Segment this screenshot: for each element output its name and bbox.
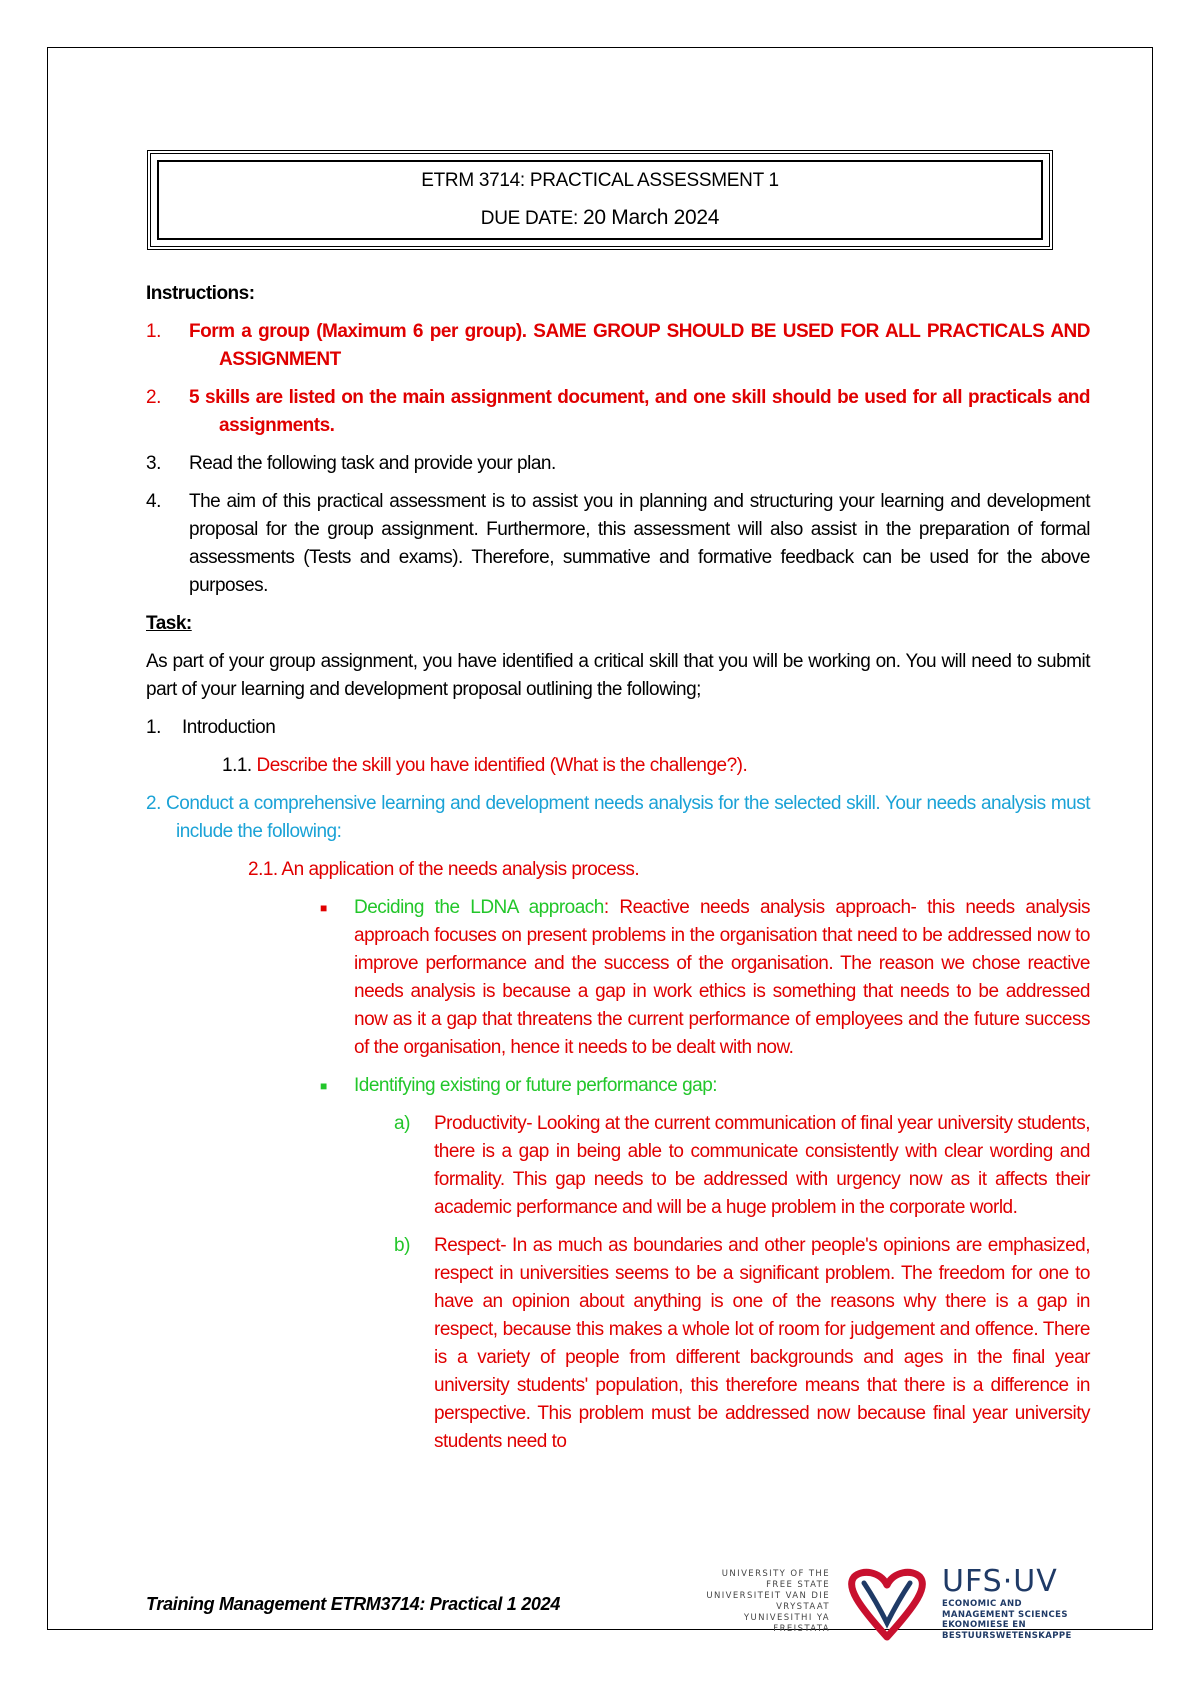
university-line: VRYSTAAT (776, 1602, 830, 1612)
bullet-icon: ■ (320, 901, 327, 915)
instruction-text: Read the following task and provide your plan. (189, 453, 556, 474)
instruction-text: 5 skills are listed on the main assignment document, and one skill should be used for all practicals and assignments. (189, 387, 1090, 436)
ufs-logo (680, 1565, 1080, 1645)
task-item-1 (146, 714, 1090, 742)
university-line: YUNIVESITHI YA (743, 1613, 830, 1623)
faculty-brand (942, 1565, 1082, 1641)
ufs-emblem-icon (842, 1565, 932, 1645)
bullet-text (354, 894, 1090, 1062)
task-heading: Task: (146, 613, 192, 634)
task-item-text: Introduction (182, 717, 276, 738)
due-date-label: DUE DATE: (480, 208, 583, 229)
faculty-line: BESTUURSWETENSKAPPE (942, 1630, 1072, 1641)
faculty-line: EKONOMIESE EN (942, 1620, 1027, 1630)
gap-item-b (390, 1232, 1090, 1456)
university-line: FREE STATE (766, 1580, 830, 1590)
task-sub-item-2-1: 2.1. An application of the needs analysis process. (248, 859, 640, 880)
university-line: UNIVERSITEIT VAN DIE (706, 1591, 830, 1601)
due-date-line (481, 206, 719, 230)
instruction-text: Form a group (Maximum 6 per group). SAME GROUP SHOULD BE USED FOR ALL PRACTICALS AND ASSIGNMENT (189, 321, 1090, 370)
due-date-value: 20 March 2024 (583, 206, 720, 229)
gap-item-letter: a) (394, 1113, 410, 1134)
instruction-item-4 (146, 488, 1090, 600)
bullet-performance-gap (318, 1072, 1090, 1100)
sub-item-text: Describe the skill you have identified (What is the challenge?). (256, 755, 748, 776)
gap-item-text: Respect- In as much as boundaries and other people's opinions are emphasized, respect in universities seems to be a significant problem. The freedom for one to have an opinion about anything is one of the reasons why there is a gap in respect, because this makes a whole lot of room for judgement and offence. There is a variety of people from different backgrounds and ages in the final year university students' population, this therefore means that there is a difference in perspective. This problem must be addressed now because final year university students need to (434, 1235, 1090, 1452)
footer-text: Training Management ETRM3714: Practical 1 2024 (146, 1594, 561, 1614)
instruction-number: 4. (146, 491, 161, 512)
bullet-body: : Reactive needs analysis approach- this needs analysis approach focuses on present problems in the organisation that need to be addressed now to improve performance and the success of the organisation. The reason we chose reactive needs analysis is because a gap in work ethics is something that needs to be addressed now as it a gap that threatens the current performance of employees and the future success of the organisation, hence it needs to be dealt with now. (354, 897, 1090, 1058)
title-inner (157, 160, 1043, 240)
instruction-number: 1. (146, 321, 161, 342)
page-title: ETRM 3714: PRACTICAL ASSESSMENT 1 (421, 170, 779, 191)
instruction-item-2 (146, 384, 1090, 440)
document-body (146, 280, 1090, 1466)
title-box (147, 150, 1053, 250)
task-item-number: 1. (146, 717, 161, 738)
university-line: UNIVERSITY OF THE (721, 1569, 830, 1579)
university-name-block (680, 1569, 830, 1635)
brand-name: UFS·UV (942, 1564, 1058, 1599)
task-sub-item-1-1 (222, 752, 1090, 780)
task-item-2: 2. Conduct a comprehensive learning and development needs analysis for the selected skill. Your needs analysis must include the following: (146, 793, 1090, 842)
instruction-number: 2. (146, 387, 161, 408)
faculty-line: MANAGEMENT SCIENCES (942, 1609, 1068, 1620)
university-line: FREISTATA (773, 1624, 830, 1634)
bullet-ldna-approach (318, 894, 1090, 1062)
instruction-number: 3. (146, 453, 161, 474)
gap-item-text: Productivity- Looking at the current communication of final year university students, there is a gap in being able to communicate consistently with clear wording and formality. This gap needs to be addressed with urgency now as it affects their academic performance and will be a huge problem in the corporate world. (434, 1113, 1090, 1218)
sub-item-number: 1.1. (222, 755, 252, 776)
gap-item-letter: b) (394, 1235, 410, 1256)
bullet-icon: ■ (320, 1079, 327, 1093)
bullet-label: Deciding the LDNA approach (354, 897, 604, 918)
instructions-heading: Instructions: (146, 283, 255, 304)
instruction-item-3 (146, 450, 1090, 478)
instruction-item-1 (146, 318, 1090, 374)
bullet-label: Identifying existing or future performance gap: (354, 1075, 718, 1096)
gap-item-a (390, 1110, 1090, 1222)
faculty-line: ECONOMIC AND (942, 1599, 1022, 1609)
task-intro: As part of your group assignment, you have identified a critical skill that you will be working on. You will need to submit part of your learning and development proposal outlining the following; (146, 651, 1090, 700)
instruction-text: The aim of this practical assessment is to assist you in planning and structuring your learning and development proposal for the group assignment. Furthermore, this assessment will also assist in the preparation of formal assessments (Tests and exams). Therefore, summative and formative feedback can be used for the above purposes. (189, 491, 1090, 596)
